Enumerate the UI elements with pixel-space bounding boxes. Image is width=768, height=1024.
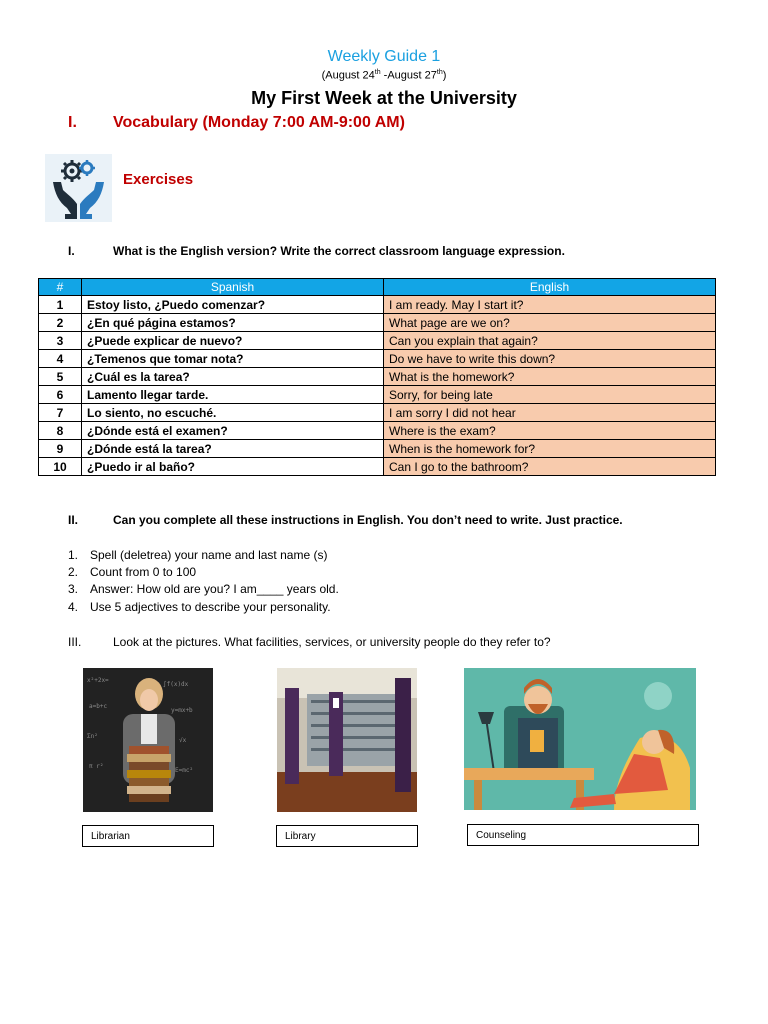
spanish-cell: ¿Puede explicar de nuevo? xyxy=(82,332,384,350)
svg-text:∫f(x)dx: ∫f(x)dx xyxy=(163,681,189,688)
svg-text:x²+2x=: x²+2x= xyxy=(87,677,109,684)
svg-text:y=mx+b: y=mx+b xyxy=(171,707,193,714)
column-header-number: # xyxy=(39,279,82,296)
spanish-cell: ¿En qué página estamos? xyxy=(82,314,384,332)
table-row xyxy=(39,368,716,386)
guide-title: Weekly Guide 1 xyxy=(327,48,441,65)
date-range: (August 24th -August 27th) xyxy=(321,69,447,82)
library-label-box[interactable]: Library xyxy=(276,825,418,847)
table-row xyxy=(39,422,716,440)
english-cell: When is the homework for? xyxy=(384,440,716,458)
row-number: 6 xyxy=(39,386,82,404)
row-number: 3 xyxy=(39,332,82,350)
question-text: Look at the pictures. What facilities, services, or university people do they refer to? xyxy=(113,635,551,649)
question-numeral: II. xyxy=(68,513,79,527)
vocabulary-table xyxy=(38,278,716,476)
english-cell: What page are we on? xyxy=(384,314,716,332)
svg-text:√x: √x xyxy=(179,737,187,744)
svg-text:Σn²: Σn² xyxy=(87,733,98,740)
english-cell: Can you explain that again? xyxy=(384,332,716,350)
row-number: 10 xyxy=(39,458,82,476)
column-header-spanish: Spanish xyxy=(82,279,384,296)
spanish-cell: Lamento llegar tarde. xyxy=(82,386,384,404)
english-cell: What is the homework? xyxy=(384,368,716,386)
table-row xyxy=(39,404,716,422)
table-row xyxy=(39,440,716,458)
spanish-cell: ¿Puedo ir al baño? xyxy=(82,458,384,476)
english-cell: Where is the exam? xyxy=(384,422,716,440)
list-item: 3. Answer: How old are you? I am____ years old. xyxy=(68,582,339,596)
librarian-photo xyxy=(83,668,213,812)
table-row xyxy=(39,458,716,476)
row-number: 5 xyxy=(39,368,82,386)
section-title: Vocabulary (Monday 7:00 AM-9:00 AM) xyxy=(113,114,405,131)
row-number: 9 xyxy=(39,440,82,458)
list-item: 2. Count from 0 to 100 xyxy=(68,565,197,579)
english-cell: Do we have to write this down? xyxy=(384,350,716,368)
spanish-cell: Estoy listo, ¿Puedo comenzar? xyxy=(82,296,384,314)
page-title: My First Week at the University xyxy=(251,88,517,108)
list-item: 1. Spell (deletrea) your name and last name (s) xyxy=(68,548,328,562)
row-number: 2 xyxy=(39,314,82,332)
list-item: 4. Use 5 adjectives to describe your personality. xyxy=(68,600,331,614)
table-row xyxy=(39,314,716,332)
question-text: Can you complete all these instructions in English. You don’t need to write. Just practice. xyxy=(113,513,623,527)
row-number: 1 xyxy=(39,296,82,314)
library-photo xyxy=(277,668,417,812)
counseling-label-box[interactable]: Counseling xyxy=(467,824,699,846)
librarian-label-box[interactable]: Librarian xyxy=(82,825,214,847)
exercises-label: Exercises xyxy=(123,171,194,188)
question-text: What is the English version? Write the correct classroom language expression. xyxy=(113,244,565,258)
question-numeral: III. xyxy=(68,635,82,649)
section-numeral: I. xyxy=(68,114,77,131)
table-row xyxy=(39,350,716,368)
exercises-icon xyxy=(45,154,112,222)
spanish-cell: Lo siento, no escuché. xyxy=(82,404,384,422)
spanish-cell: ¿Temenos que tomar nota? xyxy=(82,350,384,368)
question-numeral: I. xyxy=(68,244,75,258)
spanish-cell: ¿Dónde está la tarea? xyxy=(82,440,384,458)
table-header-row xyxy=(39,279,716,296)
svg-text:E=mc²: E=mc² xyxy=(175,767,194,774)
spanish-cell: ¿Cuál es la tarea? xyxy=(82,368,384,386)
spanish-cell: ¿Dónde está el examen? xyxy=(82,422,384,440)
english-cell: I am ready. May I start it? xyxy=(384,296,716,314)
english-cell: Can I go to the bathroom? xyxy=(384,458,716,476)
row-number: 4 xyxy=(39,350,82,368)
table-row xyxy=(39,296,716,314)
svg-text:a=b+c: a=b+c xyxy=(89,703,108,710)
column-header-english: English xyxy=(384,279,716,296)
counseling-illustration xyxy=(464,668,696,810)
row-number: 8 xyxy=(39,422,82,440)
table-row xyxy=(39,386,716,404)
english-cell: I am sorry I did not hear xyxy=(384,404,716,422)
svg-text:π r²: π r² xyxy=(89,763,104,770)
table-row xyxy=(39,332,716,350)
english-cell: Sorry, for being late xyxy=(384,386,716,404)
row-number: 7 xyxy=(39,404,82,422)
